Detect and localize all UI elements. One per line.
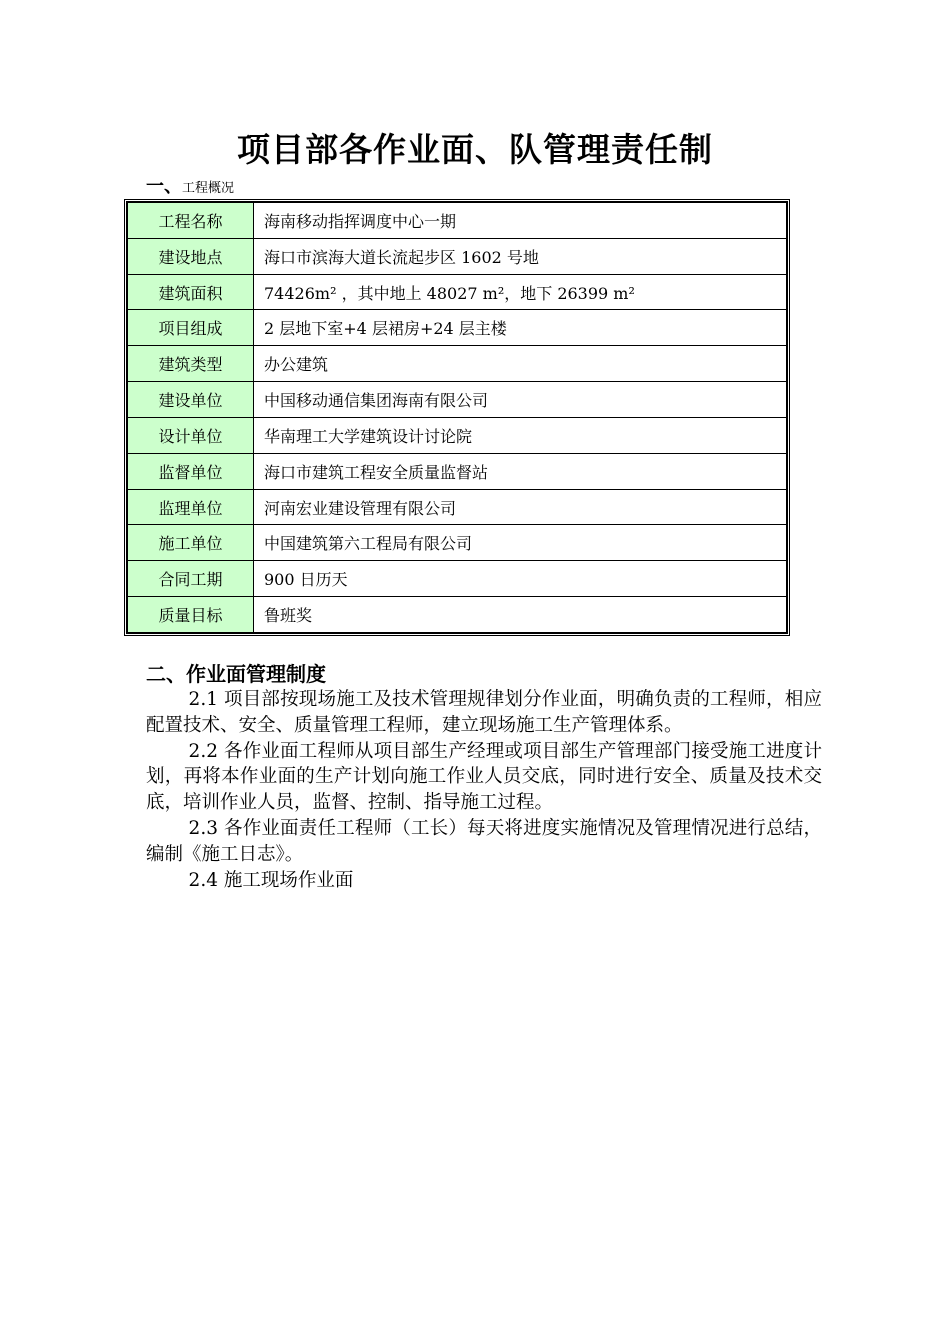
table-row — [128, 310, 787, 346]
page-title: 项目部各作业面、队管理责任制 — [237, 130, 713, 169]
row-label: 监督单位 — [128, 453, 254, 489]
row-value: 74426m² ，其中地上 48027 m²，地下 26399 m² — [254, 274, 787, 310]
table-row — [128, 382, 787, 418]
table-row — [128, 238, 787, 274]
table-row — [128, 489, 787, 525]
row-value: 华南理工大学建筑设计讨论院 — [254, 417, 787, 453]
row-value: 海南移动指挥调度中心一期 — [254, 203, 787, 239]
table-row — [128, 453, 787, 489]
row-value: 办公建筑 — [254, 346, 787, 382]
table-row — [128, 417, 787, 453]
table-row — [128, 346, 787, 382]
row-label: 质量目标 — [128, 597, 254, 633]
row-value: 河南宏业建设管理有限公司 — [254, 489, 787, 525]
row-label: 建筑类型 — [128, 346, 254, 382]
table-row — [128, 597, 787, 633]
project-overview-table — [127, 202, 787, 633]
row-label: 工程名称 — [128, 203, 254, 239]
table-row — [128, 525, 787, 561]
row-label: 建设地点 — [128, 238, 254, 274]
row-value: 2 层地下室+4 层裙房+24 层主楼 — [254, 310, 787, 346]
section-1-title: 工程概况 — [182, 181, 235, 196]
project-overview-table-frame — [124, 199, 790, 636]
paragraph: 2.2 各作业面工程师从项目部生产经理或项目部生产管理部门接受施工进度计划，再将本作业面的生产计划向施工作业人员交底，同时进行安全、质量及技术交底，培训作业人员，监督、控制、指导施工过程。 — [146, 740, 822, 814]
section-1-heading — [146, 174, 234, 200]
row-value: 中国建筑第六工程局有限公司 — [254, 525, 787, 561]
row-label: 合同工期 — [128, 561, 254, 597]
row-label: 设计单位 — [128, 417, 254, 453]
section-2-heading: 二、作业面管理制度 — [146, 662, 326, 686]
table-row — [128, 203, 787, 239]
section-1-number: 一、 — [146, 176, 182, 197]
row-value: 海口市滨海大道长流起步区 1602 号地 — [254, 238, 787, 274]
row-label: 施工单位 — [128, 525, 254, 561]
paragraph: 2.4 施工现场作业面 — [188, 869, 354, 891]
table-row — [128, 274, 787, 310]
paragraph: 2.3 各作业面责任工程师（工长）每天将进度实施情况及管理情况进行总结，编制《施工日志》。 — [146, 817, 822, 865]
row-label: 建设单位 — [128, 382, 254, 418]
table-row — [128, 561, 787, 597]
row-label: 项目组成 — [128, 310, 254, 346]
row-label: 建筑面积 — [128, 274, 254, 310]
row-value: 鲁班奖 — [254, 597, 787, 633]
section-2-body — [146, 687, 822, 893]
row-value: 海口市建筑工程安全质量监督站 — [254, 453, 787, 489]
row-value: 900 日历天 — [254, 561, 787, 597]
row-value: 中国移动通信集团海南有限公司 — [254, 382, 787, 418]
paragraph: 2.1 项目部按现场施工及技术管理规律划分作业面，明确负责的工程师，相应配置技术、安全、质量管理工程师，建立现场施工生产管理体系。 — [146, 689, 822, 736]
row-label: 监理单位 — [128, 489, 254, 525]
